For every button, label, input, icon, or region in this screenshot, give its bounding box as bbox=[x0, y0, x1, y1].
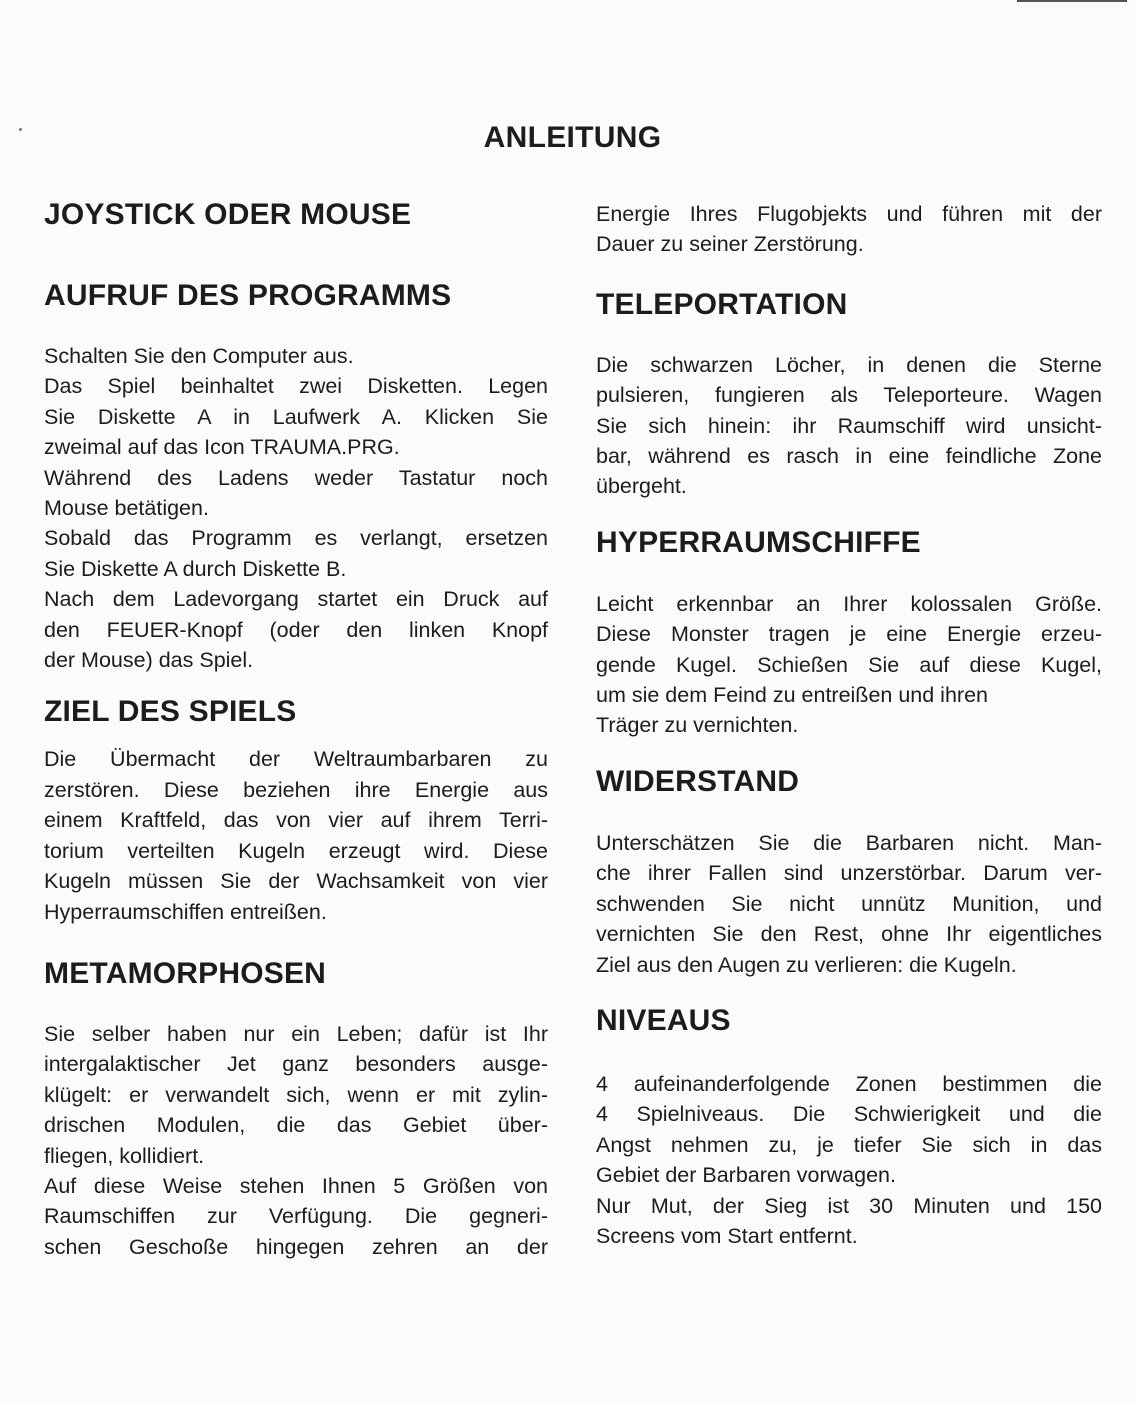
text-line: vernichten Sie den Rest, ohne Ihr eigentliches bbox=[596, 922, 1102, 947]
text-line: Sie Diskette A in Laufwerk A. Klicken Sie bbox=[44, 404, 548, 429]
continuation-text bbox=[596, 199, 1102, 260]
text-line: Träger zu vernichten. bbox=[596, 713, 799, 738]
text-line: Hyperraumschiffen entreißen. bbox=[44, 899, 327, 924]
text-line: Sie selber haben nur ein Leben; dafür ist Ihr bbox=[44, 1021, 548, 1046]
section-heading-ziel: ZIEL DES SPIELS bbox=[44, 695, 297, 729]
text-line: Ziel aus den Augen zu verlieren: die Kugeln. bbox=[596, 952, 1017, 977]
text-line: torium verteilten Kugeln erzeugt wird. Diese bbox=[44, 838, 548, 863]
section-body-aufruf bbox=[44, 341, 548, 675]
text-line: intergalaktischer Jet ganz besonders ausge- bbox=[44, 1052, 548, 1077]
section-heading-widerstand: WIDERSTAND bbox=[596, 764, 800, 798]
text-line: Sie Diskette A durch Diskette B. bbox=[44, 556, 347, 581]
text-line: Dauer zu seiner Zerstörung. bbox=[596, 232, 864, 257]
text-line: Kugeln müssen Sie der Wachsamkeit von vier bbox=[44, 869, 548, 894]
text-line: um sie dem Feind zu entreißen und ihren bbox=[596, 683, 988, 708]
right-column bbox=[596, 199, 1102, 1251]
text-line: schwenden Sie nicht unnütz Munition, und bbox=[596, 891, 1102, 916]
text-line: Leicht erkennbar an Ihrer kolossalen Größe. bbox=[596, 591, 1102, 616]
text-line: bar, während es rasch in eine feindliche Zone bbox=[596, 444, 1102, 469]
section-body-hyperraumschiffe bbox=[596, 589, 1102, 741]
text-line: gende Kugel. Schießen Sie auf diese Kugel, bbox=[596, 652, 1102, 677]
section-body-teleportation bbox=[596, 350, 1102, 502]
section-body-widerstand bbox=[596, 828, 1102, 980]
text-line: schen Geschoße hingegen zehren an der bbox=[44, 1234, 548, 1259]
left-column bbox=[44, 197, 548, 1262]
text-line: Gebiet der Barbaren vorwagen. bbox=[596, 1163, 896, 1188]
text-line: der Mouse) das Spiel. bbox=[44, 648, 254, 673]
text-line: übergeht. bbox=[596, 474, 687, 499]
text-line: Unterschätzen Sie die Barbaren nicht. Man- bbox=[596, 830, 1102, 855]
text-line: zweimal auf das Icon TRAUMA.PRG. bbox=[44, 435, 400, 460]
section-heading-niveaus: NIVEAUS bbox=[596, 1003, 731, 1037]
section-heading-aufruf: AUFRUF DES PROGRAMMS bbox=[44, 279, 452, 312]
text-line: Angst nehmen zu, je tiefer Sie sich in das bbox=[596, 1132, 1102, 1157]
text-line: Sie sich hinein: ihr Raumschiff wird unsicht- bbox=[596, 413, 1102, 438]
text-line: Mouse betätigen. bbox=[44, 496, 209, 521]
text-line: Nur Mut, der Sieg ist 30 Minuten und 150 bbox=[596, 1193, 1102, 1218]
text-line: fliegen, kollidiert. bbox=[44, 1143, 205, 1168]
text-line: Nach dem Ladevorgang startet ein Druck auf bbox=[44, 587, 548, 612]
text-line: Energie Ihres Flugobjekts und führen mit der bbox=[596, 202, 1102, 226]
text-line: Während des Ladens weder Tastatur noch bbox=[44, 465, 548, 490]
text-line: Die schwarzen Löcher, in denen die Sterne bbox=[596, 352, 1102, 377]
text-line: pulsieren, fungieren als Teleporteure. Wagen bbox=[596, 383, 1102, 408]
section-heading-metamorphosen: METAMORPHOSEN bbox=[44, 956, 327, 990]
section-body-ziel bbox=[44, 744, 548, 926]
text-line: Die Übermacht der Weltraumbarbaren zu bbox=[44, 747, 548, 772]
scan-edge-mark bbox=[1017, 0, 1127, 2]
text-line: Sobald das Programm es verlangt, ersetzen bbox=[44, 526, 548, 551]
text-line: Diese Monster tragen je eine Energie erzeu- bbox=[596, 622, 1102, 647]
text-line: Raumschiffen zur Verfügung. Die gegneri- bbox=[44, 1204, 548, 1229]
text-line: 4 Spielniveaus. Die Schwierigkeit und die bbox=[596, 1102, 1102, 1127]
section-heading-teleportation: TELEPORTATION bbox=[596, 287, 848, 321]
text-line: Auf diese Weise stehen Ihnen 5 Größen von bbox=[44, 1173, 548, 1198]
text-line: Das Spiel beinhaltet zwei Disketten. Legen bbox=[44, 374, 548, 399]
text-line: einem Kraftfeld, das von vier auf ihrem Terri- bbox=[44, 808, 548, 833]
text-line: den FEUER-Knopf (oder den linken Knopf bbox=[44, 617, 548, 642]
text-line: 4 aufeinanderfolgende Zonen bestimmen die bbox=[596, 1071, 1102, 1096]
section-body-metamorphosen bbox=[44, 1019, 548, 1262]
text-line: drischen Modulen, die das Gebiet über- bbox=[44, 1113, 548, 1138]
section-body-niveaus bbox=[596, 1069, 1102, 1251]
text-line: Schalten Sie den Computer aus. bbox=[44, 344, 354, 368]
section-heading-joystick: JOYSTICK ODER MOUSE bbox=[44, 198, 412, 231]
text-line: che ihrer Fallen sind unzerstörbar. Darum ver- bbox=[596, 861, 1102, 886]
text-line: klügelt: er verwandelt sich, wenn er mit zylin- bbox=[44, 1082, 548, 1107]
section-heading-hyperraumschiffe: HYPERRAUMSCHIFFE bbox=[596, 525, 921, 559]
text-line: zerstören. Diese beziehen ihre Energie aus bbox=[44, 777, 548, 802]
text-line: Screens vom Start entfernt. bbox=[596, 1223, 858, 1248]
page-title: ANLEITUNG bbox=[483, 121, 662, 154]
